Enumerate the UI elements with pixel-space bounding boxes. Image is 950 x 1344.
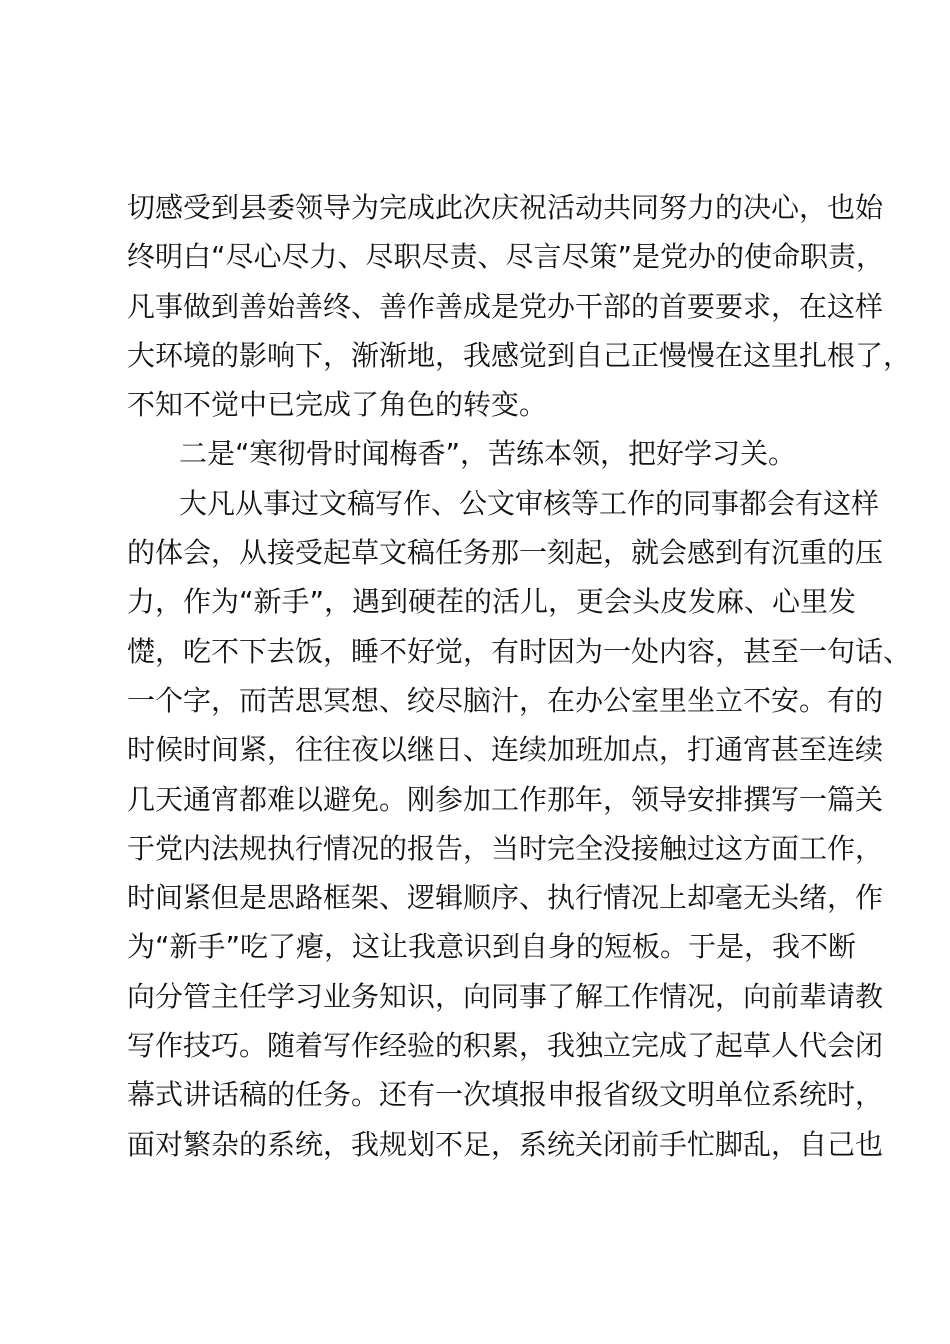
text-line: 不知不觉中已完成了角色的转变。 [127,388,548,422]
text-line: 写作技巧。随着写作经验的积累，我独立完成了起草人代会闭 [127,1029,884,1063]
paragraph-start-line: 大凡从事过文稿写作、公文审核等工作的同事都会有这样 [179,486,880,520]
text-line: 于党内法规执行情况的报告，当时完全没接触过这方面工作， [127,831,884,865]
text-line: 的体会，从接受起草文稿任务那一刻起，就会感到有沉重的压 [127,536,884,570]
section-heading: 二是“寒彻骨时闻梅香”，苦练本领，把好学习关。 [179,437,797,471]
body-text [127,183,912,1169]
text-line: 力，作为“新手”，遇到硬茬的活儿，更会头皮发麻、心里发 [127,585,857,619]
text-line: 向分管主任学习业务知识，向同事了解工作情况，向前辈请教 [127,979,884,1013]
text-line: 为“新手”吃了瘪，这让我意识到自身的短板。于是，我不断 [127,930,857,964]
text-line: 一个字，而苦思冥想、绞尽脑汁，在办公室里坐立不安。有的 [127,683,884,717]
text-line: 大环境的影响下，渐渐地，我感觉到自己正慢慢在这里扎根了， [127,338,912,372]
text-line: 凡事做到善始善终、善作善成是党办干部的首要要求，在这样 [127,289,884,323]
text-line: 面对繁杂的系统，我规划不足，系统关闭前手忙脚乱，自己也 [127,1127,884,1161]
text-line: 切感受到县委领导为完成此次庆祝活动共同努力的决心，也始 [127,191,884,224]
text-line: 憷，吃不下去饭，睡不好觉，有时因为一处内容，甚至一句话、 [127,634,912,668]
text-line: 几天通宵都难以避免。刚参加工作那年，领导安排撰写一篇关 [127,782,884,816]
text-line: 终明白“尽心尽力、尽职尽责、尽言尽策”是党办的使命职责， [127,240,885,274]
text-line: 时间紧但是思路框架、逻辑顺序、执行情况上却毫无头绪，作 [127,881,884,915]
text-line: 时候时间紧，往往夜以继日、连续加班加点，打通宵甚至连续 [127,733,884,767]
text-line: 幕式讲话稿的任务。还有一次填报申报省级文明单位系统时， [127,1078,884,1112]
